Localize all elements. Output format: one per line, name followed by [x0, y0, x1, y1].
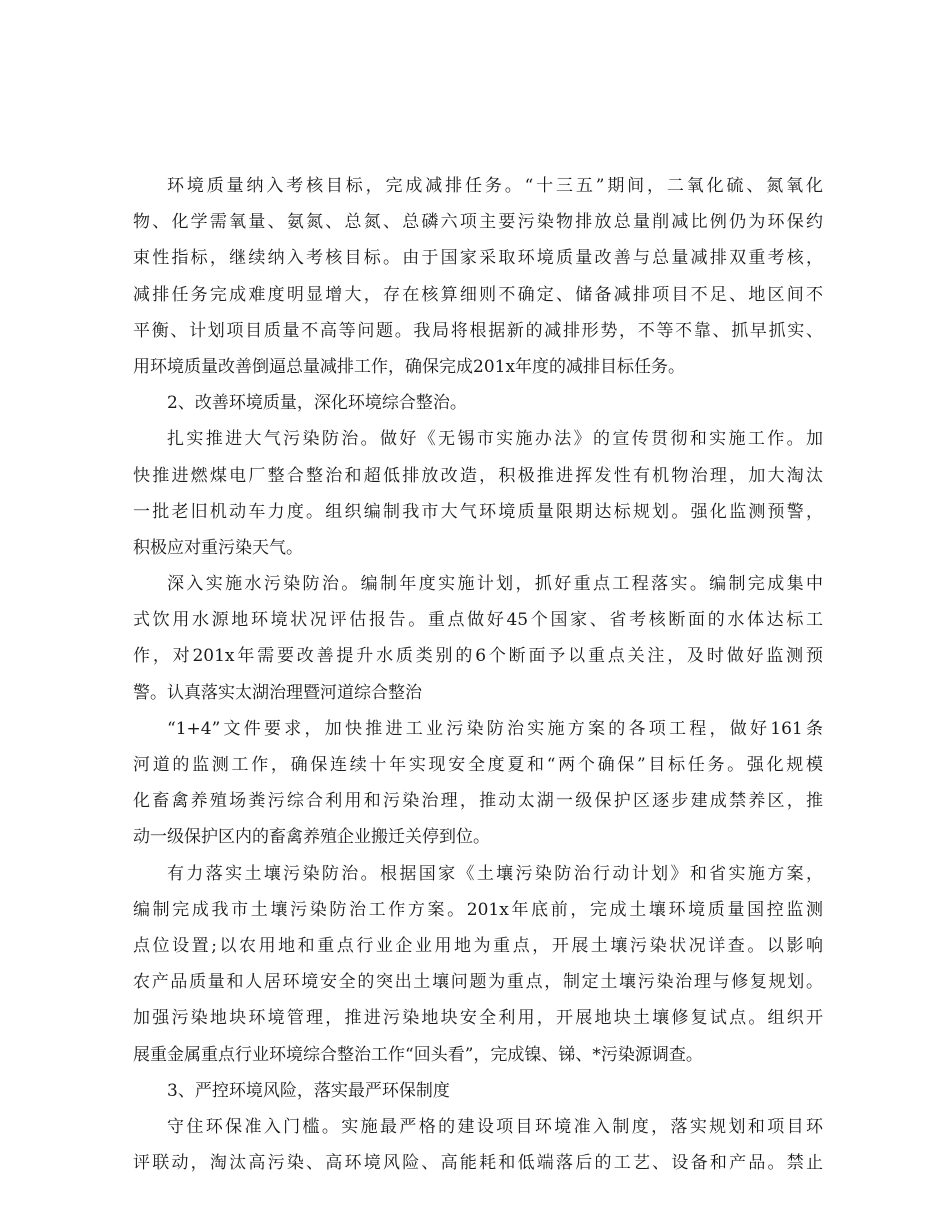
text-line: 束性指标，继续纳入考核目标。由于国家采取环境质量改善与总量减排双重考核， [133, 248, 823, 269]
text-line: 编制完成我市土壤污染防治工作方案。201x年底前，完成土壤环境质量国控监测 [133, 899, 823, 920]
text-line: 扎实推进大气污染防治。做好《无锡市实施办法》的宣传贯彻和实施工作。加 [167, 429, 823, 450]
text-line: 一批老旧机动车力度。组织编制我市大气环境质量限期达标规划。强化监测预警， [133, 501, 823, 522]
text-line: 守住环保准入门槛。实施最严格的建设项目环境准入制度，落实规划和项目环 [167, 1116, 823, 1137]
text-line: 快推进燃煤电厂整合整治和超低排放改造，积极推进挥发性有机物治理，加大淘汰 [133, 465, 823, 486]
section-heading: 3、严控环境风险，落实最严环保制度 [167, 1080, 450, 1101]
text-line: 评联动，淘汰高污染、高环境风险、高能耗和低端落后的工艺、设备和产品。禁止 [133, 1153, 823, 1174]
text-line: 河道的监测工作，确保连续十年实现安全度夏和“两个确保”目标任务。强化规模 [133, 755, 823, 775]
text-line: 警。认真落实太湖治理暨河道综合整治 [133, 682, 422, 703]
text-line: 加强污染地块环境管理，推进污染地块安全利用，开展地块土壤修复试点。组织开 [133, 1008, 823, 1029]
text-line: 物、化学需氧量、氨氮、总氮、总磷六项主要污染物排放总量削减比例仍为环保约 [133, 212, 823, 233]
text-line: 平衡、计划项目质量不高等问题。我局将根据新的减排形势，不等不靠、抓早抓实、 [133, 320, 823, 341]
text-line: 展重金属重点行业环境综合整治工作“回头看”，完成镍、锑、*污染源调查。 [133, 1044, 703, 1065]
text-line: 点位设置;以农用地和重点行业企业用地为重点，开展土壤污染状况详查。以影响 [133, 935, 823, 956]
text-line: 用环境质量改善倒逼总量减排工作，确保完成201x年度的减排目标任务。 [133, 356, 686, 377]
text-line: “1+4”文件要求，加快推进工业污染防治实施方案的各项工程，做好161条 [167, 718, 823, 739]
text-line: 农产品质量和人居环境安全的突出土壤问题为重点，制定土壤污染治理与修复规划。 [133, 972, 823, 993]
text-line: 环境质量纳入考核目标，完成减排任务。“十三五”期间，二氧化硫、氮氧化 [167, 176, 823, 196]
text-line: 作，对201x年需要改善提升水质类别的6个断面予以重点关注，及时做好监测预 [133, 646, 823, 667]
text-line: 有力落实土壤污染防治。根据国家《土壤污染防治行动计划》和省实施方案， [167, 863, 823, 884]
text-line: 深入实施水污染防治。编制年度实施计划，抓好重点工程落实。编制完成集中 [167, 574, 823, 595]
document-body [133, 168, 823, 1181]
section-heading: 2、改善环境质量，深化环境综合整治。 [167, 393, 467, 414]
text-line: 动一级保护区内的畜禽养殖企业搬迁关停到位。 [133, 827, 490, 848]
text-line: 式饮用水源地环境状况评估报告。重点做好45个国家、省考核断面的水体达标工 [133, 610, 823, 631]
text-line: 化畜禽养殖场粪污综合利用和污染治理，推动太湖一级保护区逐步建成禁养区，推 [133, 791, 823, 812]
text-line: 积极应对重污染天气。 [133, 537, 303, 558]
text-line: 减排任务完成难度明显增大，存在核算细则不确定、储备减排项目不足、地区间不 [133, 284, 823, 305]
